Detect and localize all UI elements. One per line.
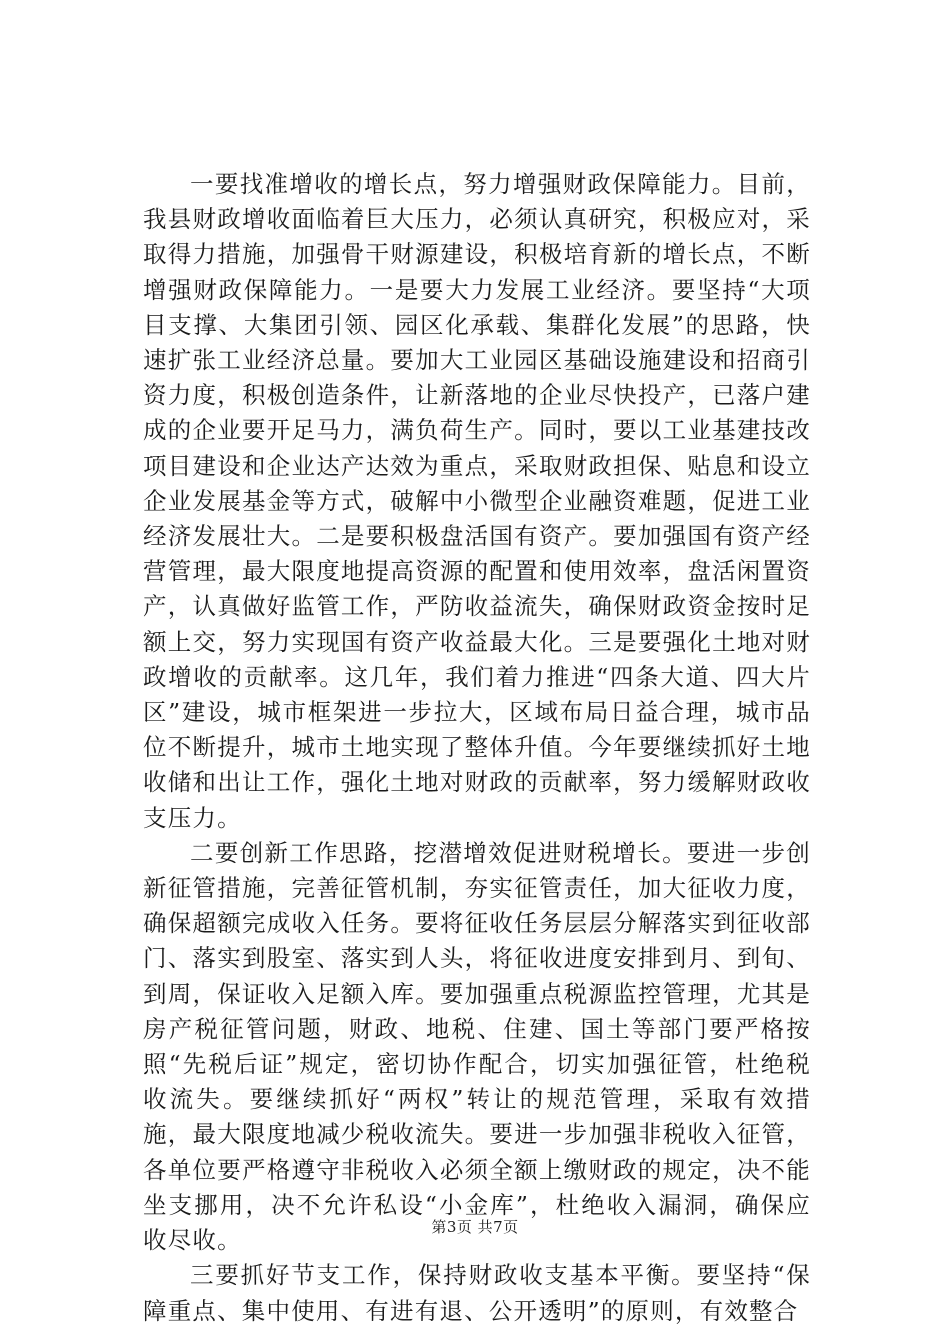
paragraph-1: 一要找准增收的增长点，努力增强财政保障能力。目前，我县财政增收面临着巨大压力，必须认真研究，积极应对，采取得力措施，加强骨干财源建设，积极培育新的增长点，不断增强财政保障能力。一是要大力发展工业经济。要坚持“大项目支撑、大集团引领、园区化承载、集群化发展”的思路，快速扩张工业经济总量。要加大工业园区基础设施建设和招商引资力度，积极创造条件，让新落地的企业尽快投产，已落户建成的企业要开足马力，满负荷生产。同时，要以工业基建技改项目建设和企业达产达效为重点，采取财政担保、贴息和设立企业发展基金等方式，破解中小微型企业融资难题，促进工业经济发展壮大。二是要积极盘活国有资产。要加强国有资产经营管理，最大限度地提高资源的配置和使用效率，盘活闲置资产，认真做好监管工作，严防收益流失，确保财政资金按时足额上交，努力实现国有资产收益最大化。三是要强化土地对财政增收的贡献率。这几年，我们着力推进“四条大道、四大片区”建设，城市框架进一步拉大，区域布局日益合理，城市品位不断提升，城市土地实现了整体升值。今年要继续抓好土地收储和出让工作，强化土地对财政的贡献率，努力缓解财政收支压力。	[143, 170, 811, 832]
document-body	[143, 167, 811, 1329]
paragraph-2: 二要创新工作思路，挖潜增效促进财税增长。要进一步创新征管措施，完善征管机制，夯实征管责任，加大征收力度，确保超额完成收入任务。要将征收任务层层分解落实到征收部门、落实到股室、落实到人头，将征收进度安排到月、到旬、到周，保证收入足额入库。要加强重点税源监控管理，尤其是房产税征管问题，财政、地税、住建、国土等部门要严格按照“先税后证”规定，密切协作配合，切实加强征管，杜绝税收流失。要继续抓好“两权”转让的规范管理，采取有效措施，最大限度地减少税收流失。要进一步加强非税收入征管，各单位要严格遵守非税收入必须全额上缴财政的规定，决不能坐支挪用，决不允许私设“小金库”，杜绝收入漏洞，确保应收尽收。	[143, 838, 811, 1255]
page-number-footer: 第3页 共7页	[431, 1218, 519, 1236]
paragraph-3: 三要抓好节支工作，保持财政收支基本平衡。要坚持“保障重点、集中使用、有进有退、公开透明”的原则，有效整合	[143, 1261, 811, 1325]
